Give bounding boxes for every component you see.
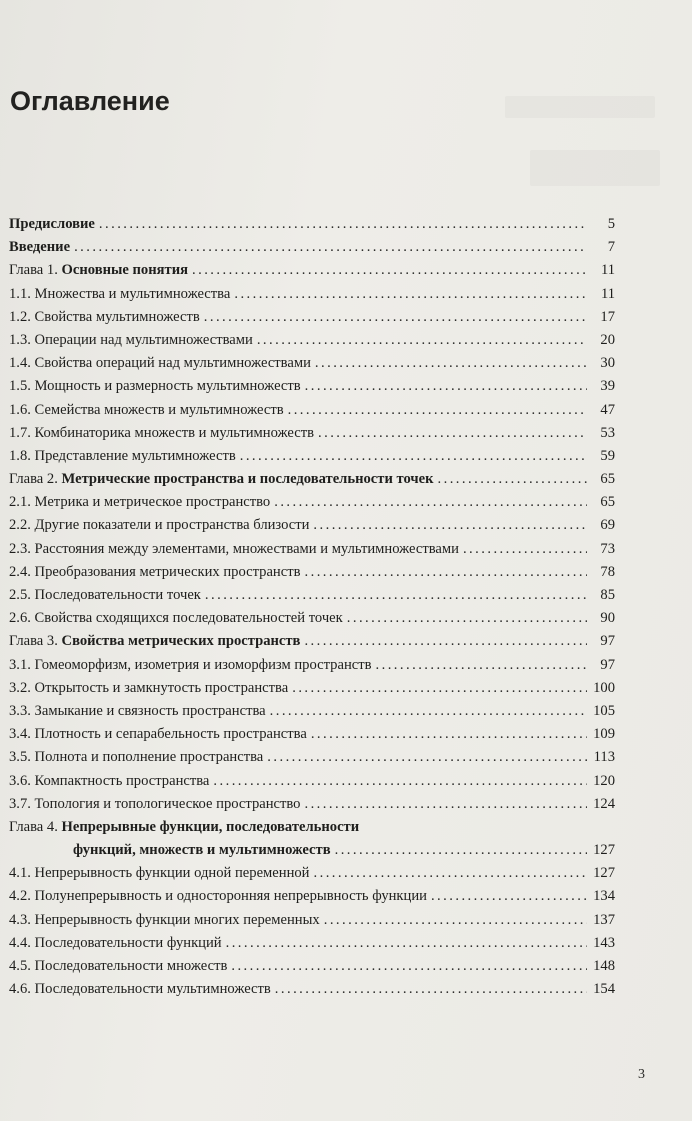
leader-dots <box>314 862 588 885</box>
entry-page-number: 59 <box>600 447 615 464</box>
toc-entry-section[interactable] <box>9 746 615 769</box>
leader-dots <box>335 839 587 862</box>
leader-dots <box>213 770 587 793</box>
entry-title: 1.6. Семейства множеств и мультимножеств <box>9 401 284 418</box>
entry-page-number: 65 <box>600 494 615 511</box>
entry-page-number: 154 <box>593 981 615 998</box>
entry-title: 1.7. Комбинаторика множеств и мультимножеств <box>9 424 315 441</box>
toc-entry-section[interactable] <box>9 514 615 537</box>
leader-dots <box>226 932 587 955</box>
leader-dots <box>463 538 587 561</box>
toc-entry-section[interactable] <box>9 375 615 398</box>
toc-entry-introduction[interactable] <box>9 236 615 259</box>
leader-dots <box>305 375 587 398</box>
leader-dots <box>347 607 587 630</box>
chapter-title: Метрические пространства и последовательности точек <box>61 471 434 488</box>
toc-entry-section[interactable] <box>9 770 615 793</box>
entry-page-number: 120 <box>593 772 615 789</box>
toc-entry-chapter-2[interactable] <box>9 468 615 491</box>
chapter-title: Непрерывные функции, последовательности <box>61 818 360 835</box>
leader-dots <box>318 422 587 445</box>
entry-title: 4.6. Последовательности мультимножеств <box>9 981 271 998</box>
toc-entry-section[interactable] <box>9 538 615 561</box>
toc-entry-section[interactable] <box>9 700 615 723</box>
toc-entry-section[interactable] <box>9 862 615 885</box>
leader-dots <box>240 445 587 468</box>
toc-entry-section[interactable] <box>9 561 615 584</box>
entry-title: 4.1. Непрерывность функции одной переменной <box>9 865 310 882</box>
entry-title: 2.2. Другие показатели и пространства близости <box>9 517 310 534</box>
toc-entry-chapter-4-continuation[interactable] <box>9 839 615 862</box>
entry-title: 1.1. Множества и мультимножества <box>9 285 231 302</box>
leader-dots <box>275 978 587 1001</box>
leader-dots <box>288 399 587 422</box>
entry-page-number: 105 <box>593 702 615 719</box>
entry-title: 3.5. Полнота и пополнение пространства <box>9 749 264 766</box>
toc-entry-section[interactable] <box>9 885 615 908</box>
show-through-shadow <box>530 150 660 186</box>
leader-dots <box>324 909 587 932</box>
entry-title: 4.4. Последовательности функций <box>9 934 222 951</box>
page-number: 3 <box>638 1067 645 1082</box>
toc-entry-section[interactable] <box>9 654 615 677</box>
entry-page-number: 17 <box>600 308 615 325</box>
entry-title: Введение <box>9 239 71 256</box>
entry-page-number: 73 <box>600 540 615 557</box>
toc-entry-chapter-1[interactable] <box>9 259 615 282</box>
entry-page-number: 127 <box>593 865 615 882</box>
toc-entry-section[interactable] <box>9 793 615 816</box>
leader-dots <box>234 283 587 306</box>
toc-entry-section[interactable] <box>9 422 615 445</box>
toc-entry-section[interactable] <box>9 283 615 306</box>
entry-page-number: 5 <box>607 216 615 232</box>
entry-page-number: 20 <box>600 331 615 348</box>
chapter-label: Глава 3. <box>9 633 58 650</box>
entry-page-number: 39 <box>600 378 615 395</box>
toc-entry-section[interactable] <box>9 955 615 978</box>
toc-entry-chapter-3[interactable] <box>9 630 615 653</box>
entry-page-number: 97 <box>600 656 615 673</box>
entry-title: 3.4. Плотность и сепарабельность пространства <box>9 726 307 743</box>
entry-page-number: 85 <box>600 587 615 603</box>
toc-entry-section[interactable] <box>9 932 615 955</box>
toc-entry-section[interactable] <box>9 445 615 468</box>
table-of-contents <box>9 213 615 1001</box>
toc-entry-section[interactable] <box>9 329 615 352</box>
entry-page-number: 124 <box>593 795 615 812</box>
entry-page-number: 97 <box>600 633 615 650</box>
leader-dots <box>270 700 587 723</box>
toc-entry-section[interactable] <box>9 723 615 746</box>
toc-heading: Оглавление <box>10 86 170 116</box>
entry-title: 1.5. Мощность и размерность мультимножеств <box>9 378 301 395</box>
toc-entry-section[interactable] <box>9 491 615 514</box>
entry-title: 2.1. Метрика и метрическое пространство <box>9 494 271 511</box>
entry-page-number: 11 <box>600 262 615 279</box>
entry-title: 2.5. Последовательности точек <box>9 587 201 603</box>
leader-dots <box>257 329 587 352</box>
entry-page-number: 113 <box>593 749 615 766</box>
chapter-label: Глава 2. <box>9 471 58 488</box>
entry-page-number: 47 <box>600 401 615 418</box>
entry-title: 2.3. Расстояния между элементами, множествами и мультимножествами <box>9 540 459 557</box>
entry-title: 3.6. Компактность пространства <box>9 772 210 789</box>
entry-page-number: 109 <box>593 726 615 743</box>
entry-title: 1.2. Свойства мультимножеств <box>9 308 200 325</box>
leader-dots <box>431 885 587 908</box>
entry-page-number: 100 <box>593 679 615 696</box>
entry-page-number: 127 <box>593 842 615 859</box>
leader-dots <box>204 306 587 329</box>
entry-title: 4.2. Полунепрерывность и односторонняя непрерывность функции <box>9 888 427 905</box>
leader-dots <box>205 584 587 607</box>
entry-page-number: 30 <box>600 355 615 372</box>
leader-dots <box>311 723 587 746</box>
leader-dots <box>305 561 588 584</box>
entry-title: 3.2. Открытость и замкнутость пространства <box>9 679 289 696</box>
entry-page-number: 11 <box>600 285 615 302</box>
entry-title: 2.6. Свойства сходящихся последовательностей точек <box>9 610 343 627</box>
toc-entry-section[interactable] <box>9 909 615 932</box>
entry-title: Предисловие <box>9 216 95 232</box>
show-through-shadow <box>505 96 655 118</box>
toc-entry-section[interactable] <box>9 352 615 375</box>
toc-entry-section[interactable] <box>9 399 615 422</box>
chapter-title-continuation: функций, множеств и мультимножеств <box>73 842 331 859</box>
chapter-title: Основные понятия <box>61 262 188 279</box>
toc-entry-section[interactable] <box>9 584 615 607</box>
leader-dots <box>376 654 587 677</box>
entry-page-number: 69 <box>600 517 615 534</box>
leader-dots <box>438 468 587 491</box>
entry-page-number: 143 <box>593 934 615 951</box>
leader-dots <box>292 677 587 700</box>
entry-title: 3.1. Гомеоморфизм, изометрия и изоморфизм пространств <box>9 656 372 673</box>
toc-entry-section[interactable] <box>9 607 615 630</box>
entry-title: 2.4. Преобразования метрических пространств <box>9 563 301 580</box>
leader-dots <box>99 213 587 236</box>
leader-dots <box>315 352 587 375</box>
toc-entry-preface[interactable] <box>9 213 615 236</box>
entry-page-number: 134 <box>593 888 615 905</box>
entry-title: 4.5. Последовательности множеств <box>9 958 228 974</box>
entry-title: 4.3. Непрерывность функции многих переменных <box>9 911 320 928</box>
toc-entry-section[interactable] <box>9 306 615 329</box>
leader-dots <box>304 793 587 816</box>
entry-title: 1.3. Операции над мультимножествами <box>9 331 253 348</box>
chapter-label: Глава 1. <box>9 262 58 279</box>
entry-page-number: 148 <box>593 958 615 974</box>
toc-entry-chapter-4[interactable] <box>9 816 615 839</box>
toc-entry-section[interactable] <box>9 978 615 1001</box>
entry-title: 3.7. Топология и топологическое пространство <box>9 795 301 812</box>
entry-page-number: 137 <box>593 911 615 928</box>
entry-title: 1.4. Свойства операций над мультимножествами <box>9 355 311 372</box>
leader-dots <box>313 514 587 537</box>
entry-page-number: 53 <box>600 424 615 441</box>
leader-dots <box>274 491 587 514</box>
leader-dots <box>192 259 587 282</box>
leader-dots <box>304 630 587 653</box>
entry-page-number: 65 <box>600 471 615 488</box>
chapter-label: Глава 4. <box>9 818 58 835</box>
entry-page-number: 78 <box>600 563 615 580</box>
leader-dots <box>267 746 587 769</box>
leader-dots <box>74 236 587 259</box>
toc-entry-section[interactable] <box>9 677 615 700</box>
entry-page-number: 90 <box>600 610 615 627</box>
leader-dots <box>231 955 587 978</box>
entry-title: 3.3. Замыкание и связность пространства <box>9 702 266 719</box>
entry-title: 1.8. Представление мультимножеств <box>9 447 236 464</box>
entry-page-number: 7 <box>607 239 615 256</box>
chapter-title: Свойства метрических пространств <box>61 633 301 650</box>
